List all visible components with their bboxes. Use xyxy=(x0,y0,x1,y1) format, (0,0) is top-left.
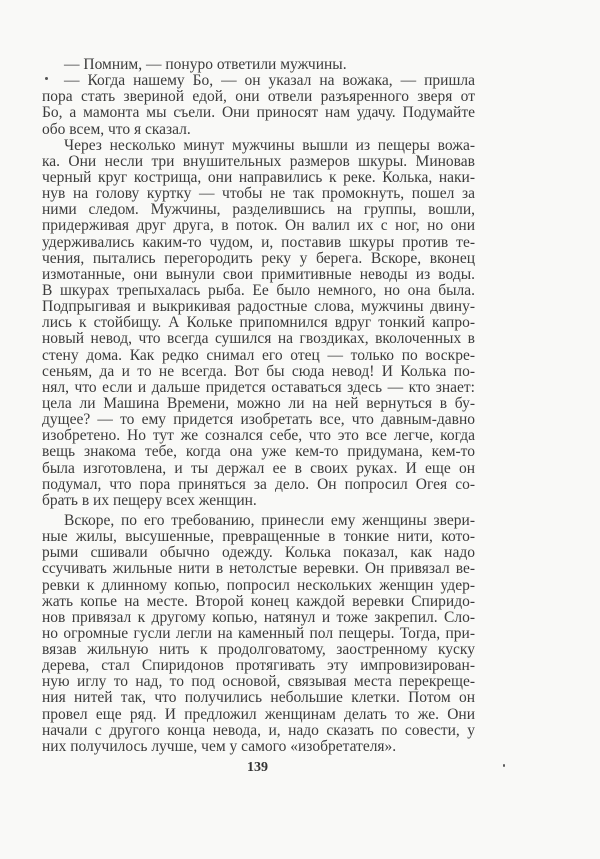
text-line: сеньям, да и то не всегда. Вот бы сюда невод! И Колька по- xyxy=(42,362,475,380)
text-line: вязав жильную нить к продолговатому, заостренному куску xyxy=(42,641,475,659)
text-line: них получилось лучше, чем у самого «изобретателя». xyxy=(42,737,397,755)
paragraph xyxy=(42,57,475,73)
text-line: дущее? — то ему придется изобретать все, что давным-давно xyxy=(42,411,475,429)
text-line: нял, что если и дальше придется оставаться здесь — кто знает: xyxy=(42,378,475,396)
text-line: жать копье на месте. Второй конец каждой веревки Спиридо- xyxy=(42,592,475,610)
text-line: лись к стойбищу. А Кольке припомнился вдруг тонкий капро- xyxy=(42,314,475,332)
text-line: изобретено. Но тут же сознался себе, что это все легче, когда xyxy=(42,427,475,445)
paragraph xyxy=(42,73,475,138)
text-line: — Когда нашему Бо, — он указал на вожака, — пришла xyxy=(64,72,475,90)
text-line: ревки к длинному копью, попросил нескольких женщин удер- xyxy=(42,576,475,594)
text-line: нув на голову куртку — чтобы не так промокнуть, пошел за xyxy=(42,185,475,203)
text-line: брать в их пещеру всех женщин. xyxy=(42,491,257,509)
text-line: Вскоре, по его требованию, принесли ему женщины звери- xyxy=(64,511,475,529)
book-page-text xyxy=(42,57,475,755)
text-line: — Помним, — понуро ответили мужчины. xyxy=(64,56,347,73)
text-line: была изготовлена, и ты держал ее в своих руках. И еще он xyxy=(42,459,475,477)
text-line: удерживались каким-то чудом, и, поставив шкуры против те- xyxy=(42,233,475,251)
text-line: ную иглу то над, то под основой, связывая места перекреще- xyxy=(42,673,475,691)
text-line: ния нитей так, что получились небольшие клетки. Потом он xyxy=(42,689,475,707)
text-line: черный круг кострища, они направились к реке. Колька, наки- xyxy=(42,168,475,186)
page-number: 139 xyxy=(247,760,268,775)
paragraph xyxy=(42,138,475,509)
text-line: обо всем, что я сказал. xyxy=(42,120,191,138)
text-line: стену дома. Как редко снимал его отец — только по воскре- xyxy=(42,346,475,364)
text-line: начали с другого конца невода, и, надо сказать по совести, у xyxy=(42,721,475,739)
text-line: придерживая друг друга, в поток. Он валил их с ног, но они xyxy=(42,217,475,235)
text-line: подумал, что пора приняться за дело. Он попросил Огея со- xyxy=(42,475,475,493)
text-line: ка. Они несли три внушительных размеров шкуры. Миновав xyxy=(42,152,475,170)
text-line: измотанные, они вынули свои примитивные неводы из воды. xyxy=(42,265,475,283)
print-speck xyxy=(45,77,48,80)
text-line: новый невод, что всегда сушился на гвоздиках, вколоченных в xyxy=(42,330,475,348)
text-line: но огромные гусли легли на каменный пол пещеры. Тогда, при- xyxy=(42,624,475,642)
text-line: рыми сшивали обычно одежду. Колька показал, как надо xyxy=(42,544,475,562)
paragraph xyxy=(42,513,475,755)
text-line: цела ли Машина Времени, можно ли на ней вернуться в бу- xyxy=(42,394,475,412)
text-line: Бо, а мамонта мы съели. Они приносят нам удачу. Подумайте xyxy=(42,104,475,122)
text-line: Подпрыгивая и выкрикивая радостные слова, мужчины двину- xyxy=(42,298,475,316)
text-line: ные жилы, высушенные, превращенные в тонкие нити, кото- xyxy=(42,528,475,546)
text-line: пора стать звериной едой, они отвели разъяренного зверя от xyxy=(42,88,475,106)
print-speck xyxy=(503,764,505,767)
text-line: вещь знакома тебе, когда она уже кем-то придумана, кем-то xyxy=(42,443,475,461)
text-line: Через несколько минут мужчины вышли из пещеры вожа- xyxy=(64,136,475,154)
text-line: нов привязал к другому копью, натянул и тоже закрепил. Сло- xyxy=(42,608,475,626)
text-line: ними следом. Мужчины, разделившись на группы, вошли, xyxy=(42,201,475,219)
text-line: ссучивать жильные нити в нетолстые веревки. Он привязал ве- xyxy=(42,560,475,578)
text-line: В шкурах трепыхалась рыба. Ее было немного, но она была. xyxy=(42,281,475,299)
text-line: провел еще ряд. И предложил женщинам делать то же. Они xyxy=(42,705,475,723)
text-line: дерева, стал Спиридонов протягивать эту импровизирован- xyxy=(42,657,475,675)
text-line: чения, пытались перегородить реку у берега. Вскоре, вконец xyxy=(42,249,475,267)
